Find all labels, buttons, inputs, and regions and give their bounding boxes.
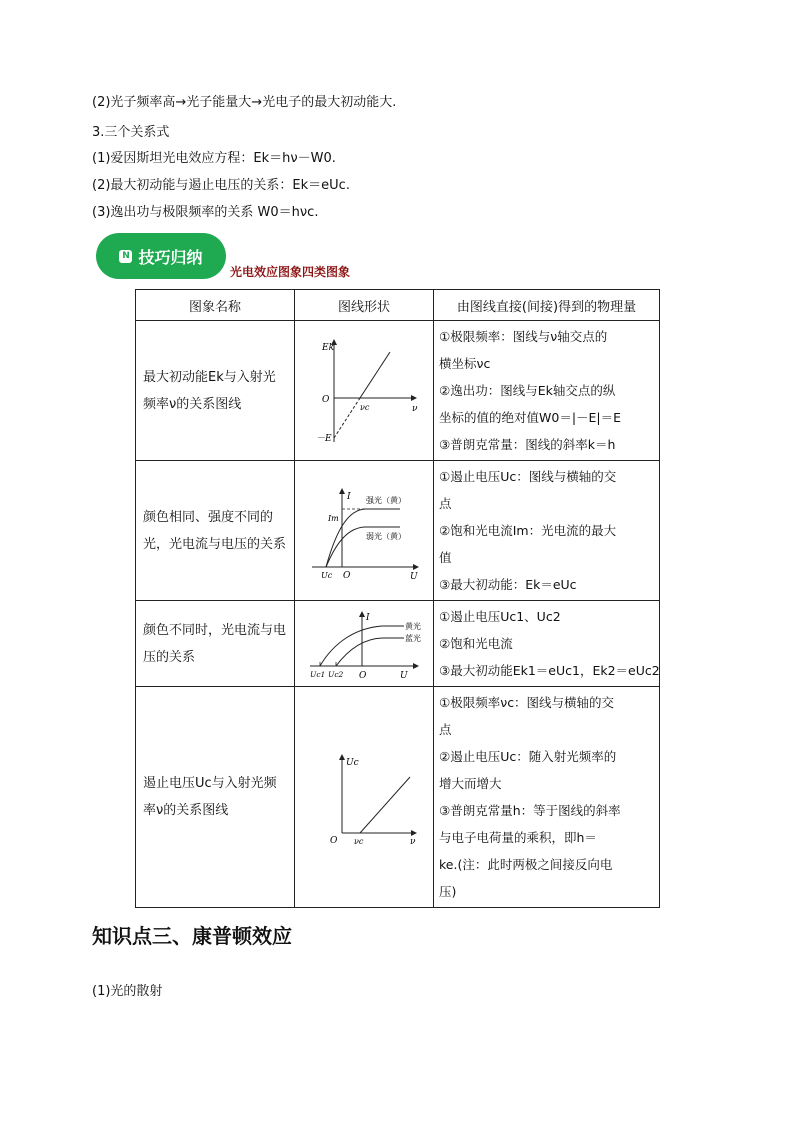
row-name: 最大初动能Ek与入射光频率ν的关系图线 <box>136 321 295 461</box>
table-header-row <box>136 290 660 321</box>
y-axis-label: I <box>366 612 370 623</box>
quantity-line: ③最大初动能Ek1＝eUc1，Ek2＝eUc2 <box>439 663 660 678</box>
blue-light-label: 蓝光 <box>405 633 421 643</box>
quantity-line: ②遏止电压Uc：随入射光频率的 <box>439 749 617 764</box>
table-row <box>136 687 660 908</box>
row-figure <box>295 321 434 461</box>
quantity-line: ③最大初动能：Ek＝eUc <box>439 577 577 592</box>
intro-line-3: (1)爱因斯坦光电效应方程：Ek＝hν－W0. <box>92 151 336 166</box>
origin-label: O <box>330 836 338 846</box>
strong-light-label: 强光（黄） <box>366 495 406 505</box>
quantity-line: ③普朗克常量：图线的斜率k＝h <box>439 437 616 452</box>
row-name: 颜色不同时，光电流与电压的关系 <box>136 601 295 687</box>
x-mark-label: Uc <box>321 570 333 580</box>
uc-nu-graph <box>304 747 424 847</box>
quantity-line: ①极限频率νc：图线与横轴的交 <box>439 695 615 710</box>
i-u-diff-color-graph <box>304 608 424 680</box>
row-quantities <box>434 601 660 687</box>
y-mark-label: －E <box>316 433 332 444</box>
quantity-line: ②饱和光电流 <box>439 636 513 651</box>
quantity-line: 点 <box>439 722 452 737</box>
intro-line-4: (2)最大初动能与遏止电压的关系：Ek＝eUc. <box>92 178 350 193</box>
header-quantity: 由图线直接(间接)得到的物理量 <box>434 290 660 321</box>
quantity-line: ③普朗克常量h：等于图线的斜率 <box>439 803 621 818</box>
x-axis-label: ν <box>412 403 418 414</box>
row-name: 颜色相同、强度不同的光，光电流与电压的关系 <box>136 461 295 601</box>
quantity-line: 值 <box>439 550 452 565</box>
i-u-same-color-graph <box>304 481 424 581</box>
quantity-line: 横坐标νc <box>439 356 491 371</box>
origin-label: O <box>343 570 351 581</box>
row-quantities <box>434 321 660 461</box>
x-mark-1-label: Uc1 <box>310 669 326 679</box>
quantity-line: ②逸出功：图线与Ek轴交点的纵 <box>439 383 616 398</box>
row-quantities <box>434 461 660 601</box>
quantity-line: ①遏止电压Uc：图线与横轴的交 <box>439 469 617 484</box>
y-axis-label: I <box>347 491 351 502</box>
x-axis-label: U <box>400 670 408 680</box>
row-name: 遏止电压Uc与入射光频率ν的关系图线 <box>136 687 295 908</box>
badge-label: 技巧归纳 <box>138 247 203 267</box>
quantity-line: 与电子电荷量的乘积，即h＝ <box>439 830 597 845</box>
table-row <box>136 321 660 461</box>
graph-extension <box>334 398 360 438</box>
table-row <box>136 461 660 601</box>
graph-table <box>135 289 660 908</box>
quantity-line: 增大而增大 <box>439 776 502 791</box>
weak-light-label: 弱光（黄） <box>366 531 406 541</box>
table-row <box>136 601 660 687</box>
yellow-light-label: 黄光 <box>405 621 421 631</box>
blue-light-curve <box>336 638 404 666</box>
x-axis-label: ν <box>410 837 416 847</box>
quantity-line: ①遏止电压Uc1、Uc2 <box>439 609 561 624</box>
intro-line-2: 3.三个关系式 <box>92 125 170 140</box>
quantity-line: 点 <box>439 496 452 511</box>
row-quantities <box>434 687 660 908</box>
row-figure <box>295 687 434 908</box>
quantity-line: 坐标的值的绝对值W0＝|－E|＝E <box>439 410 622 425</box>
quantity-line: ①极限频率：图线与ν轴交点的 <box>439 329 608 344</box>
quantity-line: ②饱和光电流Im：光电流的最大 <box>439 523 617 538</box>
graph-line <box>360 352 390 398</box>
ek-nu-graph <box>304 332 424 450</box>
section-line: (1)光的散射 <box>92 984 163 999</box>
table-caption: 光电效应图象四类图象 <box>230 265 351 279</box>
header-name: 图象名称 <box>136 290 295 321</box>
origin-label: O <box>359 670 367 680</box>
tips-badge <box>96 233 226 279</box>
badge-icon: N <box>119 250 132 263</box>
y-axis-label: Uc <box>346 758 359 768</box>
y-axis-label: Ek <box>322 342 335 353</box>
intro-line-5: (3)逸出功与极限频率的关系 W0＝hνc. <box>92 205 319 220</box>
quantity-line: 压) <box>439 884 457 899</box>
x-mark-label: νc <box>360 402 370 412</box>
x-axis-label: U <box>410 571 418 581</box>
row-figure <box>295 601 434 687</box>
section-heading: 知识点三、康普顿效应 <box>92 924 292 948</box>
graph-line <box>360 777 410 833</box>
quantity-line: ke.(注：此时两极之间接反向电 <box>439 857 613 872</box>
y-mark-label: Im <box>328 513 339 523</box>
x-mark-label: νc <box>354 837 364 846</box>
row-figure <box>295 461 434 601</box>
x-mark-2-label: Uc2 <box>328 669 344 679</box>
intro-line-1: (2)光子频率高→光子能量大→光电子的最大初动能大. <box>92 95 397 110</box>
header-shape: 图线形状 <box>295 290 434 321</box>
origin-label: O <box>322 394 330 405</box>
